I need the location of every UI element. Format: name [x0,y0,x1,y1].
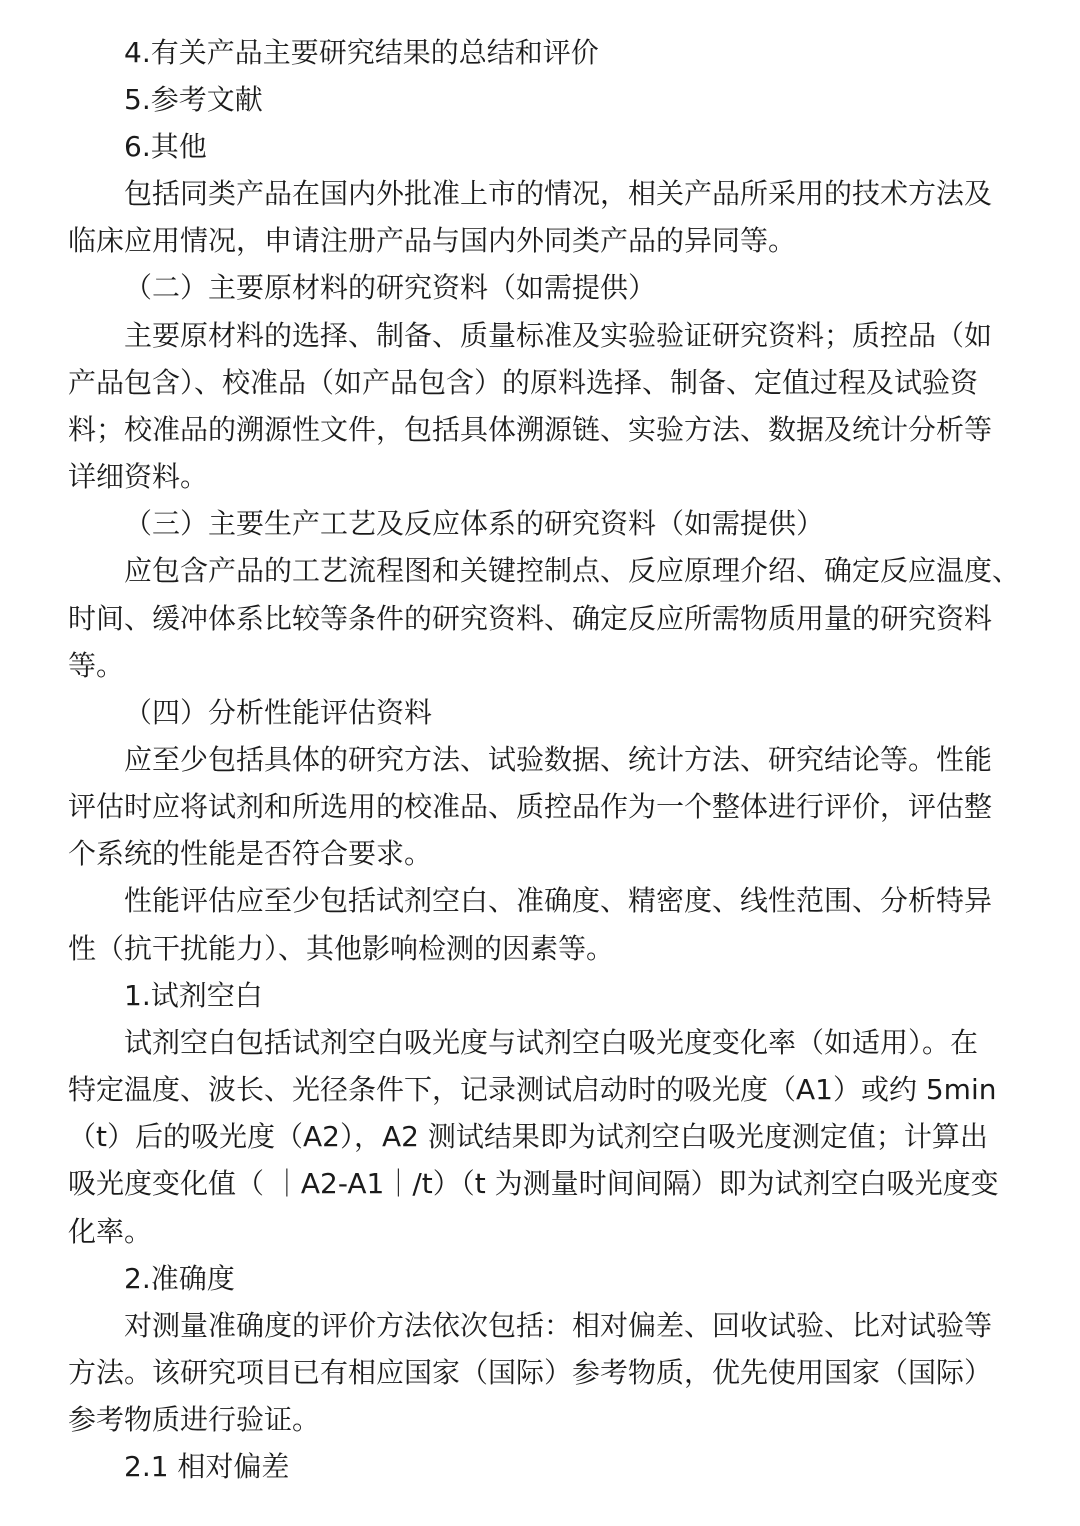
section-heading-2: （二）主要原材料的研究资料（如需提供） [124,271,657,304]
section-heading-3: （三）主要生产工艺及反应体系的研究资料（如需提供） [124,507,825,540]
heading-item-5: 5.参考文献 [124,83,263,116]
paragraph-line: 等。 [68,649,125,682]
heading-item-6: 6.其他 [124,130,207,163]
heading-item-4: 4.有关产品主要研究结果的总结和评价 [124,36,599,69]
paragraph-line: 化率。 [68,1215,153,1248]
paragraph-line: 吸光度变化值（ ｜A2-A1｜/t）（t 为测量时间间隔）即为试剂空白吸光度变 [68,1167,999,1200]
paragraph-line: 特定温度、波长、光径条件下，记录测试启动时的吸光度（A1）或约 5min [68,1073,997,1106]
paragraph-line: 评估时应将试剂和所选用的校准品、质控品作为一个整体进行评价，评估整 [68,790,993,823]
paragraph-line: 方法。该研究项目已有相应国家（国际）参考物质，优先使用国家（国际） [68,1356,993,1389]
paragraph-line: 性能评估应至少包括试剂空白、准确度、精密度、线性范围、分析特异 [124,884,993,917]
paragraph-line: 时间、缓冲体系比较等条件的研究资料、确定反应所需物质用量的研究资料 [68,602,993,635]
paragraph-line: 产品包含）、校准品（如产品包含）的原料选择、制备、定值过程及试验资 [68,366,979,399]
paragraph-line: 参考物质进行验证。 [68,1403,321,1436]
paragraph-line: 对测量准确度的评价方法依次包括：相对偏差、回收试验、比对试验等 [124,1309,993,1342]
paragraph-line: 应至少包括具体的研究方法、试验数据、统计方法、研究结论等。性能 [124,743,993,776]
paragraph-line: 主要原材料的选择、制备、质量标准及实验验证研究资料；质控品（如 [124,319,993,352]
paragraph-line: 临床应用情况，申请注册产品与国内外同类产品的异同等。 [68,224,797,257]
paragraph-line: 性（抗干扰能力）、其他影响检测的因素等。 [68,932,615,965]
subheading-1: 1.试剂空白 [124,979,263,1012]
paragraph-line: 个系统的性能是否符合要求。 [68,837,433,870]
subheading-2: 2.准确度 [124,1262,235,1295]
paragraph-line: 应包含产品的工艺流程图和关键控制点、反应原理介绍、确定反应温度、 [124,554,1021,587]
paragraph-line: 料；校准品的溯源性文件，包括具体溯源链、实验方法、数据及统计分析等 [68,413,993,446]
paragraph-line: 包括同类产品在国内外批准上市的情况，相关产品所采用的技术方法及 [124,177,993,210]
subheading-2-1: 2.1 相对偏差 [124,1450,290,1483]
paragraph-line: （t）后的吸光度（A2），A2 测试结果即为试剂空白吸光度测定值；计算出 [68,1120,988,1153]
paragraph-line: 详细资料。 [68,460,209,493]
section-heading-4: （四）分析性能评估资料 [124,696,433,729]
paragraph-line: 试剂空白包括试剂空白吸光度与试剂空白吸光度变化率（如适用）。在 [124,1026,979,1059]
